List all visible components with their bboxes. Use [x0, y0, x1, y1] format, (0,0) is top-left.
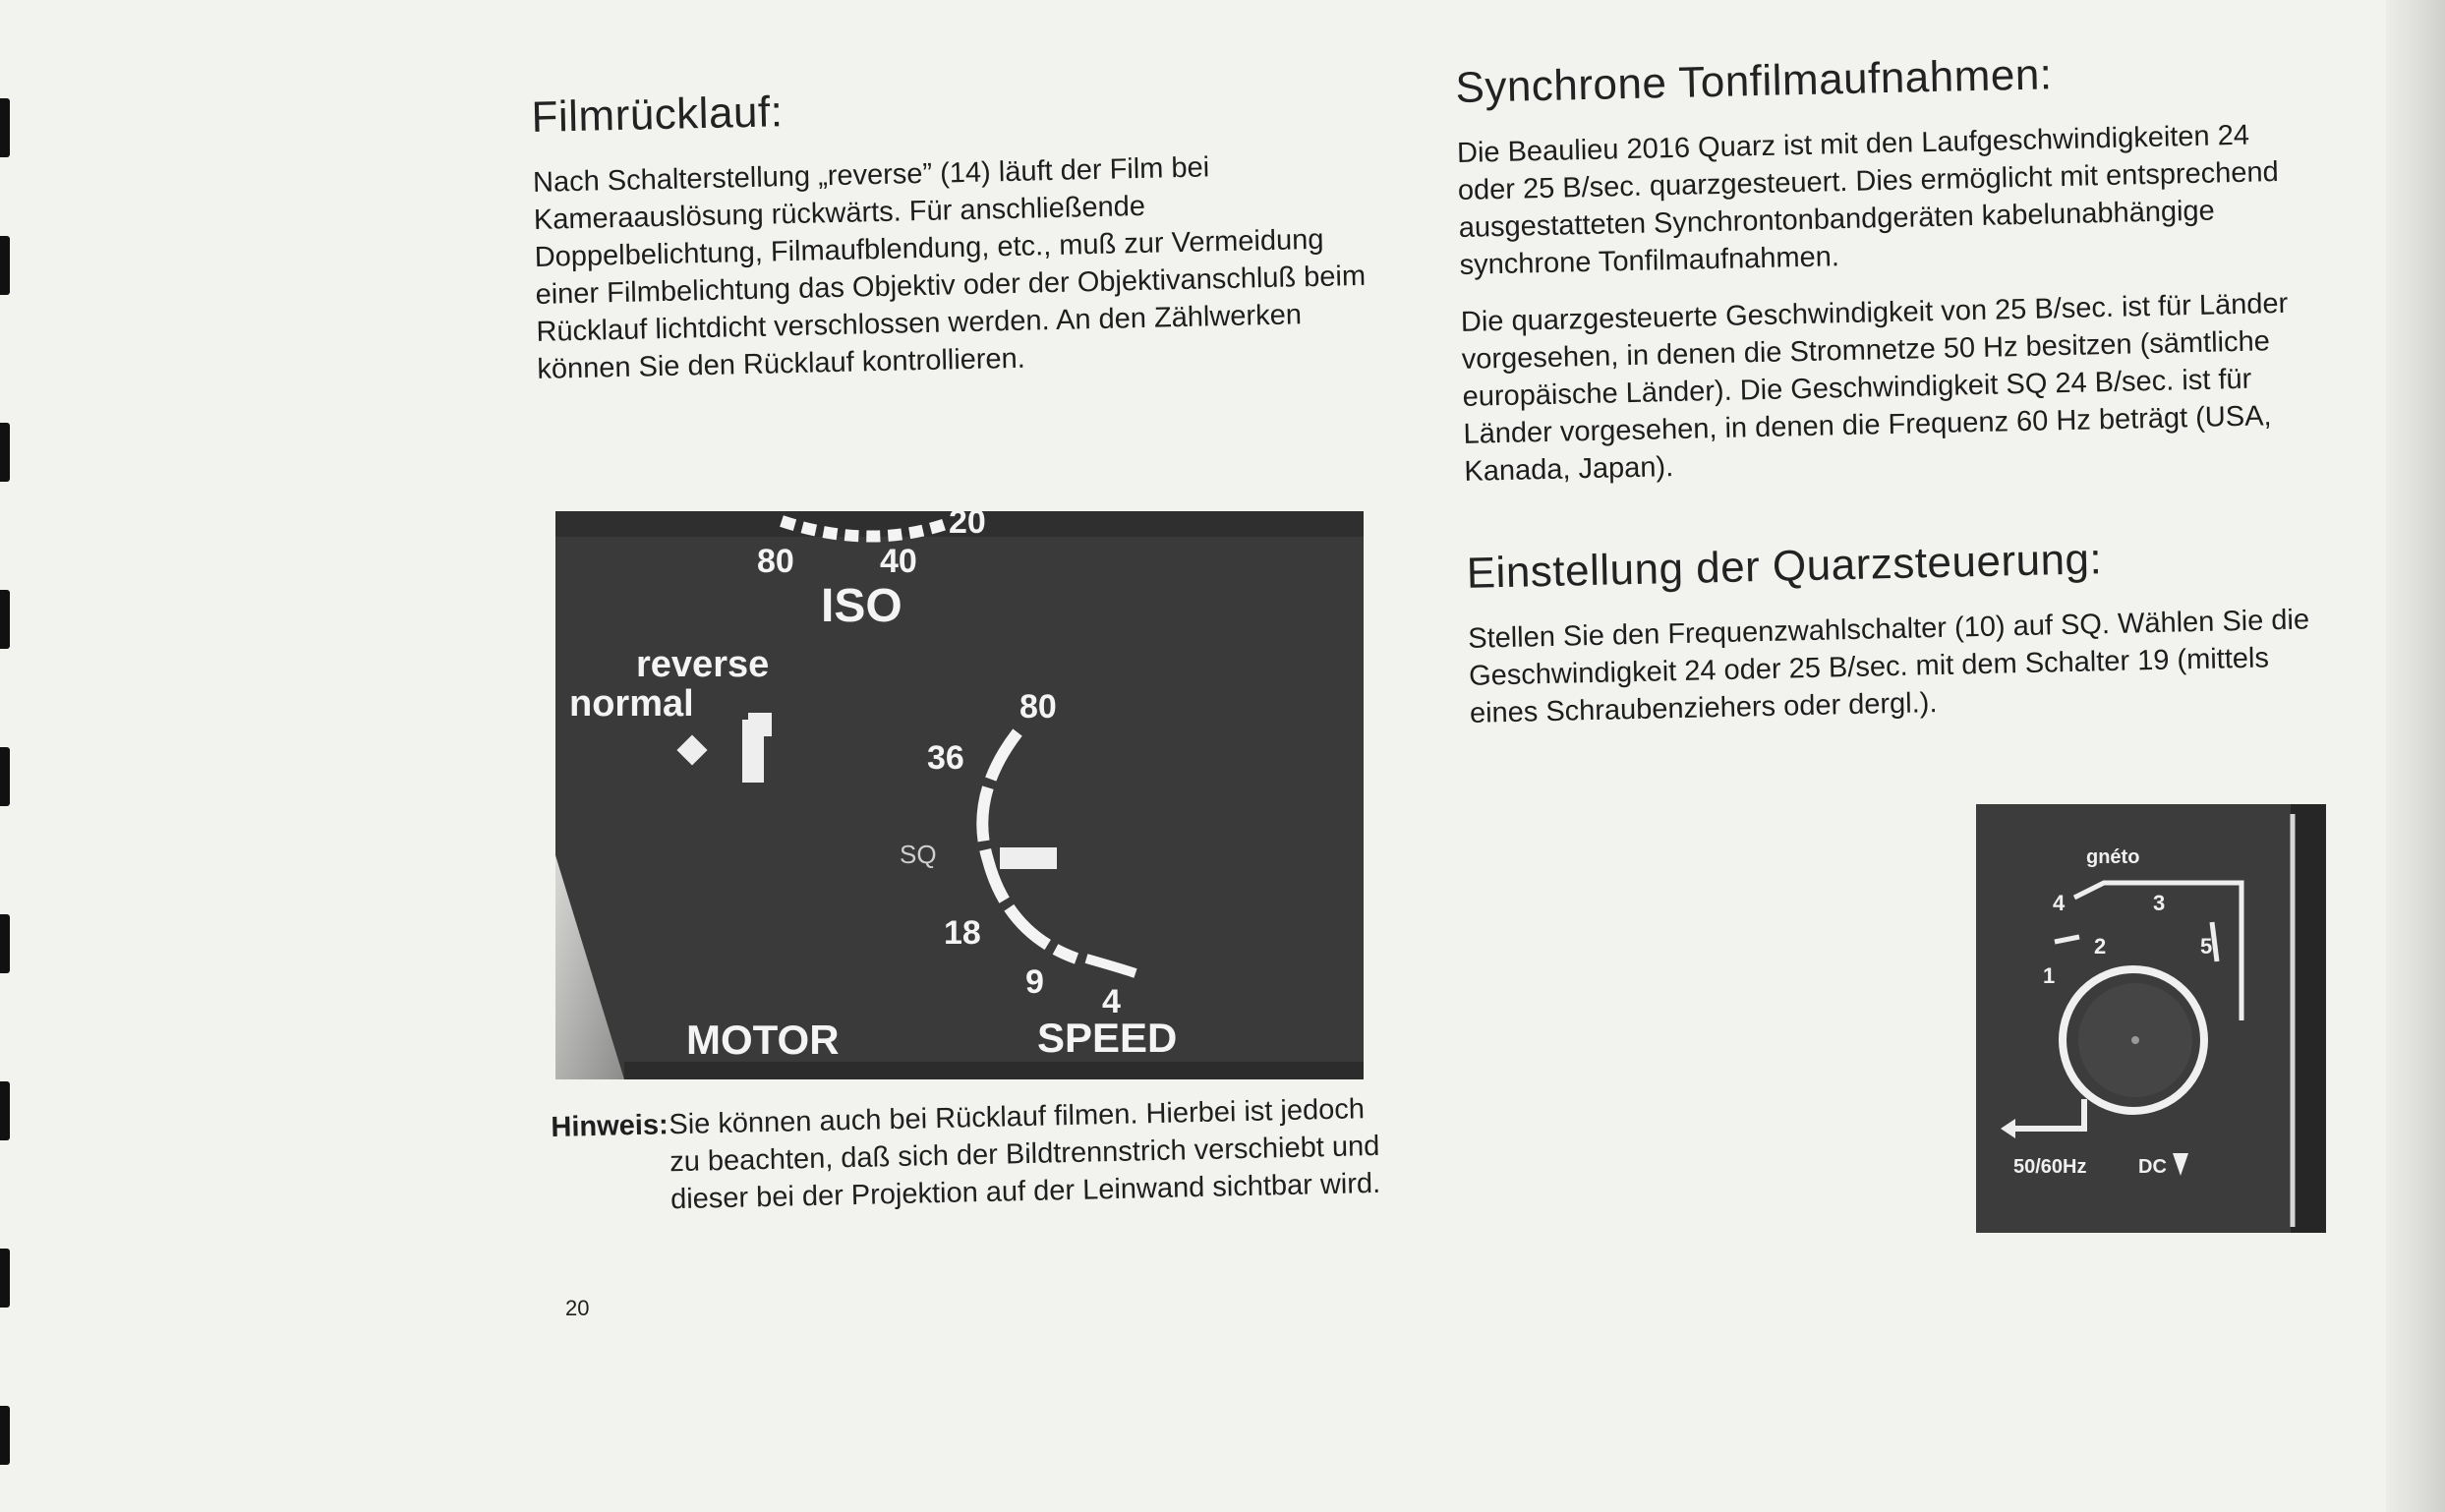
speed-value-18: 18 [944, 914, 981, 952]
binding-spiral [0, 747, 10, 806]
freq-panel-edge [2291, 804, 2326, 1233]
page-edge [2386, 0, 2445, 1512]
binding-spiral [0, 423, 10, 482]
speed-indicator-pointer [1000, 847, 1057, 869]
speed-label: SPEED [1037, 1015, 1178, 1061]
filmruecklauf-heading: Filmrücklauf: [531, 87, 784, 142]
binding-spiral [0, 1406, 10, 1465]
hinweis-note [551, 1089, 1398, 1220]
knob-center-dot [2131, 1036, 2139, 1044]
speed-value-80: 80 [1019, 688, 1057, 726]
freq-top-label: gnéto [2086, 846, 2140, 868]
speed-value-36: 36 [927, 739, 964, 777]
synchrone-tonfilm-heading: Synchrone Tonfilmaufnahmen: [1455, 50, 2054, 112]
filmruecklauf-paragraph: Nach Schalterstellung „reverse” (14) läuft der Film bei Kameraauslösung rückwärts. Für anschließende Doppelbelichtung, Filmaufblendung, etc., muß zur Vermeidung einer Filmbelichtung das Objektiv oder der Objektivanschluß beim Rücklauf lichtdicht verschlossen werden. An den Zählwerken können Sie den Rücklauf kontrollieren. [532, 151, 1367, 385]
freq-position-5: 5 [2200, 934, 2213, 959]
quarzsteuerung-paragraph: Stellen Sie den Frequenzwahlschalter (10) auf SQ. Wählen Sie die Geschwindigkeit 24 oder 25 B/sec. mit dem Schalter 19 (mittels eines Schraubenziehers oder dergl.). [1467, 604, 2310, 729]
normal-label: normal [569, 683, 694, 725]
panel-bottom-shadow [624, 1062, 1364, 1079]
freq-position-1: 1 [2043, 963, 2056, 988]
binding-spiral [0, 1081, 10, 1140]
reverse-label: reverse [636, 644, 770, 685]
binding-spiral [0, 590, 10, 649]
freq-position-4: 4 [2053, 891, 2066, 915]
dc-label: DC [2138, 1156, 2167, 1178]
speed-value-4: 4 [1102, 983, 1121, 1020]
freq-position-2: 2 [2094, 934, 2107, 959]
reverse-position-marker [748, 713, 772, 736]
binding-spiral [0, 236, 10, 295]
hinweis-label: Hinweis: [551, 1109, 669, 1143]
iso-value-80: 80 [757, 543, 794, 580]
frequency-switch-photo [1976, 804, 2326, 1233]
iso-value-20: 20 [949, 511, 986, 541]
tonfilm-section [1455, 44, 2315, 731]
synchrone-tonfilm-paragraph: Die Beaulieu 2016 Quarz ist mit den Laufgeschwindigkeiten 24 oder 25 B/sec. quarzgesteuert. Dies ermöglicht mit entsprechend ausgestatteten Synchrontonbandgeräten kabelunabhängige synchrone Tonfilmaufnahmen. [1456, 119, 2280, 281]
binding-spiral [0, 914, 10, 973]
binding-spiral [0, 1249, 10, 1308]
hinweis-text: Sie können auch bei Rücklauf filmen. Hierbei ist jedoch zu beachten, daß sich der Bildtrennstrich verschiebt und dieser bei der Projektion auf der Leinwand sichtbar wird. [669, 1093, 1381, 1216]
speed-value-sq: SQ [900, 840, 937, 869]
binding-spiral [0, 98, 10, 157]
panel-surface [555, 511, 1364, 1079]
iso-value-40: 40 [880, 543, 917, 580]
filmruecklauf-section [531, 74, 1383, 387]
quarz-speed-paragraph: Die quarzgesteuerte Geschwindigkeit von 25 B/sec. ist für Länder vorgesehen, in denen die Stromnetze 50 Hz besitzen (sämtliche europäische Länder). Die Geschwindigkeit SQ 24 B/sec. ist für Länder vorgesehen, in denen die Frequenz 60 Hz beträgt (USA, Kanada, Japan). [1460, 287, 2289, 488]
iso-label: ISO [821, 580, 902, 632]
quarzsteuerung-heading: Einstellung der Quarzsteuerung: [1466, 535, 2103, 598]
hz-label: 50/60Hz [2013, 1156, 2087, 1178]
motor-label: MOTOR [686, 1017, 840, 1063]
page-number: 20 [565, 1296, 590, 1320]
freq-position-3: 3 [2153, 891, 2166, 915]
motor-speed-panel-photo [555, 511, 1364, 1079]
speed-value-9: 9 [1025, 963, 1044, 1001]
